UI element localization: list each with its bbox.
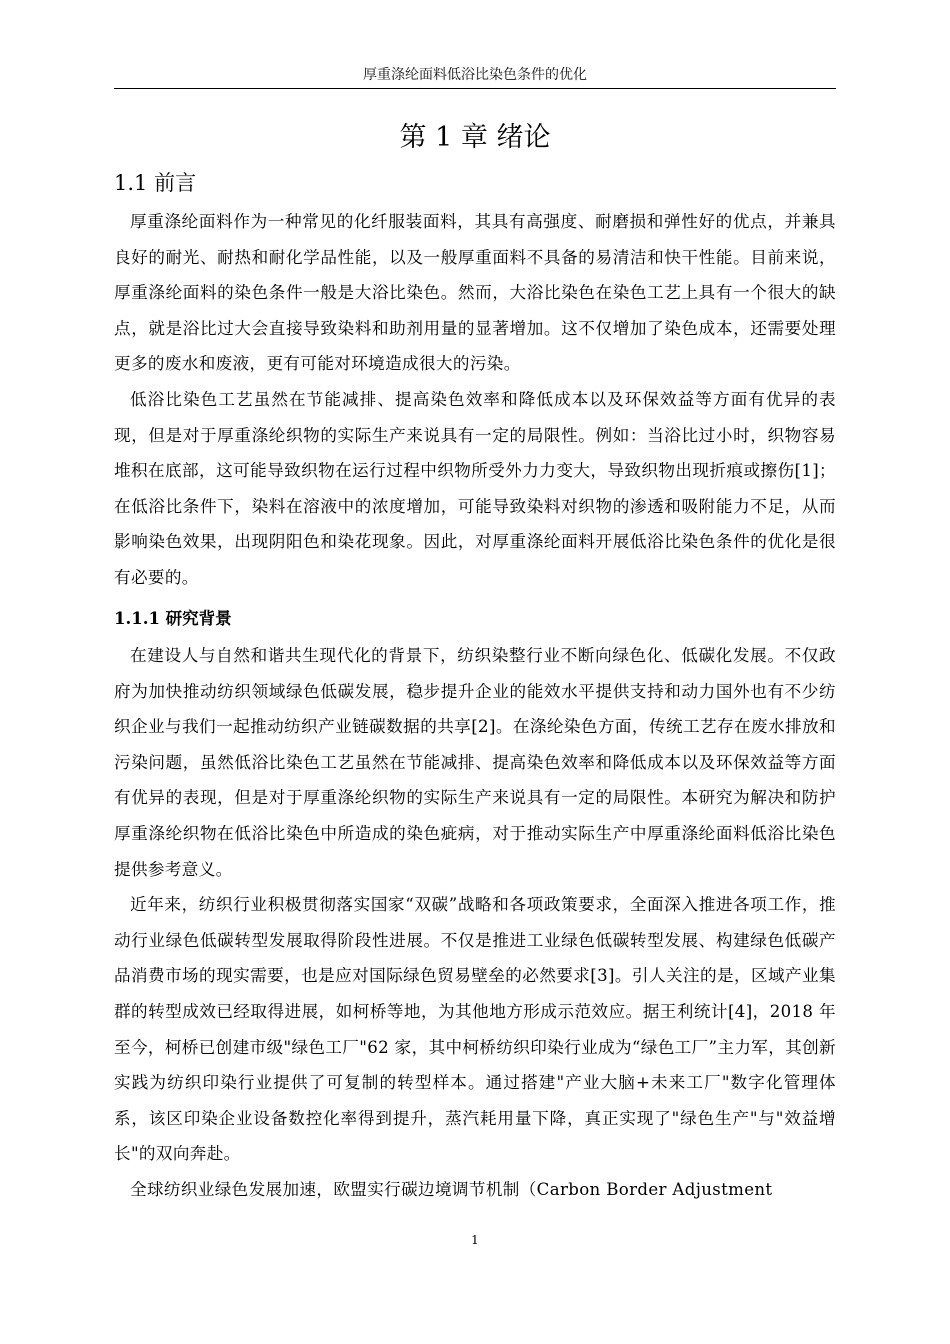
- section-title: 1.1 前言: [114, 171, 197, 195]
- paragraph: 全球纺织业绿色发展加速，欧盟实行碳边境调节机制（Carbon Border Adjustment: [130, 1179, 773, 1199]
- subsection-title: 1.1.1 研究背景: [114, 609, 232, 628]
- paragraph: 低浴比染色工艺虽然在节能减排、提高染色效率和降低成本以及环保效益等方面有优异的表现，但是对于厚重涤纶织物的实际生产来说具有一定的局限性。例如：当浴比过小时，织物容易堆积在底部，这可能导致织物在运行过程中织物所受外力力变大，导致织物出现折痕或擦伤[1]；在低浴比条件下，染料在溶液中的浓度增加，可能导致染料对织物的渗透和吸附能力不足，从而影响染色效果，出现阴阳色和染花现象。因此，对厚重涤纶面料开展低浴比染色条件的优化是很有必要的。: [114, 389, 836, 587]
- paragraph: 厚重涤纶面料作为一种常见的化纤服装面料，其具有高强度、耐磨损和弹性好的优点，并兼具良好的耐光、耐热和耐化学品性能，以及一般厚重面料不具备的易清洁和快干性能。目前来说，厚重涤纶面料的染色条件一般是大浴比染色。然而，大浴比染色在染色工艺上具有一个很大的缺点，就是浴比过大会直接导致染料和助剂用量的显著增加。这不仅增加了染色成本，还需要处理更多的废水和废液，更有可能对环境造成很大的污染。: [114, 212, 836, 374]
- running-header: 厚重涤纶面料低浴比染色条件的优化: [363, 67, 587, 83]
- chapter-title: 第 1 章 绪论: [399, 122, 551, 153]
- page-number: 1: [471, 1233, 479, 1247]
- paragraph: 近年来，纺织行业积极贯彻落实国家“双碳”战略和各项政策要求，全面深入推进各项工作，推动行业绿色低碳转型发展取得阶段性进展。不仅是推进工业绿色低碳转型发展、构建绿色低碳产品消费市场的现实需要，也是应对国际绿色贸易壁垒的必然要求[3]。引人关注的是，区域产业集群的转型成效已经取得进展，如柯桥等地，为其他地方形成示范效应。据王利统计[4]，2018 年至今，柯桥已创建市级"绿色工厂"62 家，其中柯桥纺织印染行业成为“绿色工厂”主力军，其创新实践为纺织印染行业提供了可复制的转型样本。通过搭建"产业大脑+未来工厂"数字化管理体系，该区印染企业设备数控化率得到提升，蒸汽耗用量下降，真正实现了"绿色生产"与"效益增长"的双向奔赴。: [114, 895, 836, 1164]
- subsection-body: [114, 638, 836, 1208]
- section-body: [114, 204, 836, 596]
- header-rule: [114, 88, 836, 89]
- paragraph: 在建设人与自然和谐共生现代化的背景下，纺织染整行业不断向绿色化、低碳化发展。不仅政府为加快推动纺织领域绿色低碳发展，稳步提升企业的能效水平提供支持和动力国外也有不少纺织企业与我们一起推动纺织产业链碳数据的共享[2]。在涤纶染色方面，传统工艺存在废水排放和污染问题，虽然低浴比染色工艺虽然在节能减排、提高染色效率和降低成本以及环保效益等方面有优异的表现，但是对于厚重涤纶织物的实际生产来说具有一定的局限性。本研究为解决和防护厚重涤纶织物在低浴比染色中所造成的染色疵病，对于推动实际生产中厚重涤纶面料低浴比染色提供参考意义。: [114, 646, 836, 879]
